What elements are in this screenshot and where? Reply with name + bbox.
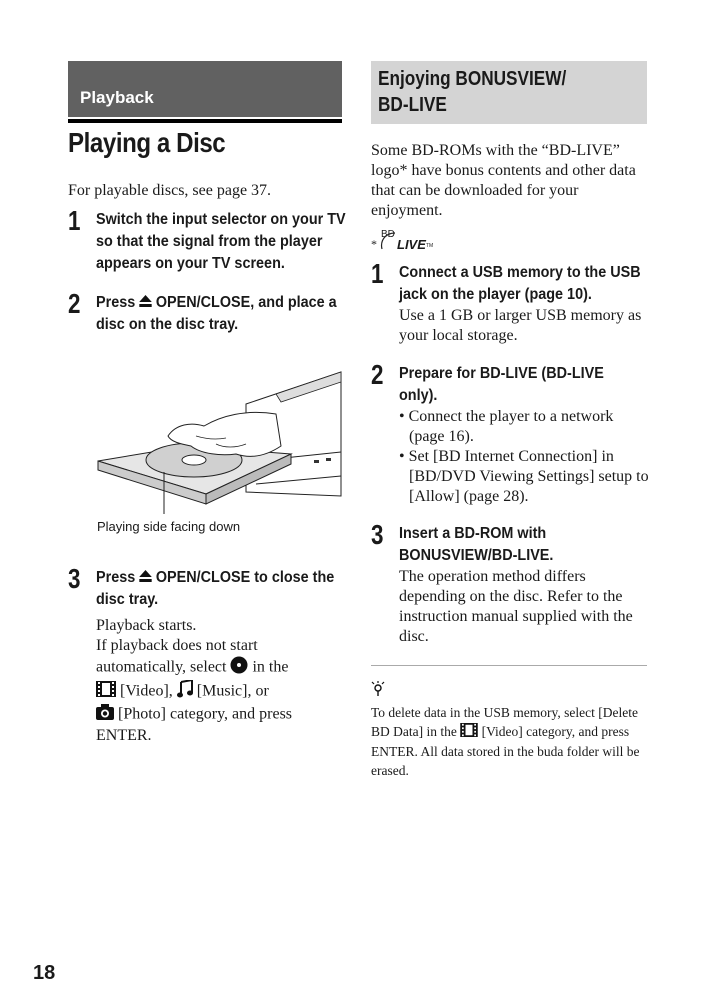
bdlive-logo	[371, 229, 461, 255]
step-body-line: [Photo] category, and press ENTER.	[96, 705, 293, 745]
logo-bd-text: BD	[381, 229, 395, 240]
step-heading	[96, 292, 366, 336]
video-icon	[460, 723, 478, 742]
disc-tray-figure	[96, 364, 346, 514]
bonusview-heading-box	[371, 61, 647, 124]
step-2	[371, 359, 651, 507]
step-2	[68, 288, 348, 336]
photo-icon	[96, 704, 114, 726]
step-heading: Connect a USB memory to the USB jack on the player (page 10).	[399, 264, 641, 303]
eject-icon	[139, 567, 152, 589]
step-3	[371, 519, 651, 647]
step-heading: Prepare for BD-LIVE (BD-LIVE only).	[399, 365, 604, 404]
bullet-item: • Connect the player to a network (page 16).	[399, 408, 614, 445]
page-number: 18	[33, 962, 56, 984]
disc-icon	[230, 656, 248, 680]
step-body	[96, 616, 346, 746]
hint-text-part: To delete data in the USB memory, select [Delete BD Data] in the	[371, 705, 638, 739]
hint-text	[371, 703, 647, 780]
step-number: 2	[371, 359, 384, 390]
right-column	[371, 61, 649, 779]
music-icon	[177, 680, 193, 704]
step-1	[68, 205, 348, 275]
step-body: The operation method differs depending on the disc. Refer to the instruction manual supplied with the disc.	[399, 568, 633, 645]
step-number: 1	[371, 258, 384, 289]
step-number: 3	[68, 563, 81, 594]
intro-text: For playable discs, see page 37.	[68, 182, 272, 199]
section-tab-label: Playback	[80, 88, 154, 107]
bdlive-intro: Some BD-ROMs with the “BD-LIVE” logo* have bonus contents and other data that can be downloaded for your enjoyment.	[371, 142, 636, 219]
section-rule	[68, 119, 342, 123]
step-heading	[96, 567, 366, 611]
step-number: 3	[371, 519, 384, 550]
step-number: 2	[68, 288, 81, 319]
step-number: 1	[68, 205, 81, 236]
step-body-line: in the	[252, 658, 289, 676]
hint-text-part: [Video] category, and press ENTER. All data stored in the buda folder will be erased.	[371, 724, 640, 779]
step-heading: Insert a BD-ROM with BONUSVIEW/BD-LIVE.	[399, 525, 554, 564]
step-body-line: [Video],	[120, 682, 173, 700]
step-body-line: [Music], or	[196, 682, 269, 700]
hint-divider	[371, 665, 647, 666]
figure-caption: Playing side facing down	[97, 519, 241, 534]
step-heading: Switch the input selector on your TV so that the signal from the player appears on your TV screen.	[96, 211, 346, 272]
left-column	[68, 61, 346, 745]
bullet-item: • Set [BD Internet Connection] in [BD/DVD Viewing Settings] setup to [Allow] (page 28).	[399, 448, 649, 505]
step-body	[399, 407, 649, 507]
hand-disc-illustration	[96, 364, 346, 514]
step-3	[68, 563, 348, 746]
step-heading-text: OPEN/CLOSE to close the disc tray.	[96, 569, 335, 609]
step-heading-text: Press	[96, 569, 140, 587]
step-1	[371, 258, 651, 346]
heading-line: BD-LIVE	[378, 94, 447, 116]
eject-icon	[139, 292, 152, 314]
step-body-line: Playback starts.	[96, 617, 197, 635]
step-body-line: If playback does not start automatically, select	[96, 637, 258, 676]
page-title: Playing a Disc	[68, 127, 226, 158]
step-body: Use a 1 GB or larger USB memory as your local storage.	[399, 307, 642, 344]
logo-live-text: LIVE	[397, 237, 426, 252]
logo-asterisk: *	[371, 237, 377, 251]
lightbulb-icon	[371, 681, 385, 702]
logo-tm: TM	[426, 243, 434, 249]
bonusview-heading	[378, 66, 653, 118]
step-heading-text: OPEN/CLOSE, and place a disc on the disc tray.	[96, 294, 337, 334]
section-tab	[68, 61, 342, 117]
video-icon	[96, 681, 116, 703]
step-heading-text: Press	[96, 294, 140, 312]
heading-line: Enjoying BONUSVIEW/	[378, 68, 567, 90]
